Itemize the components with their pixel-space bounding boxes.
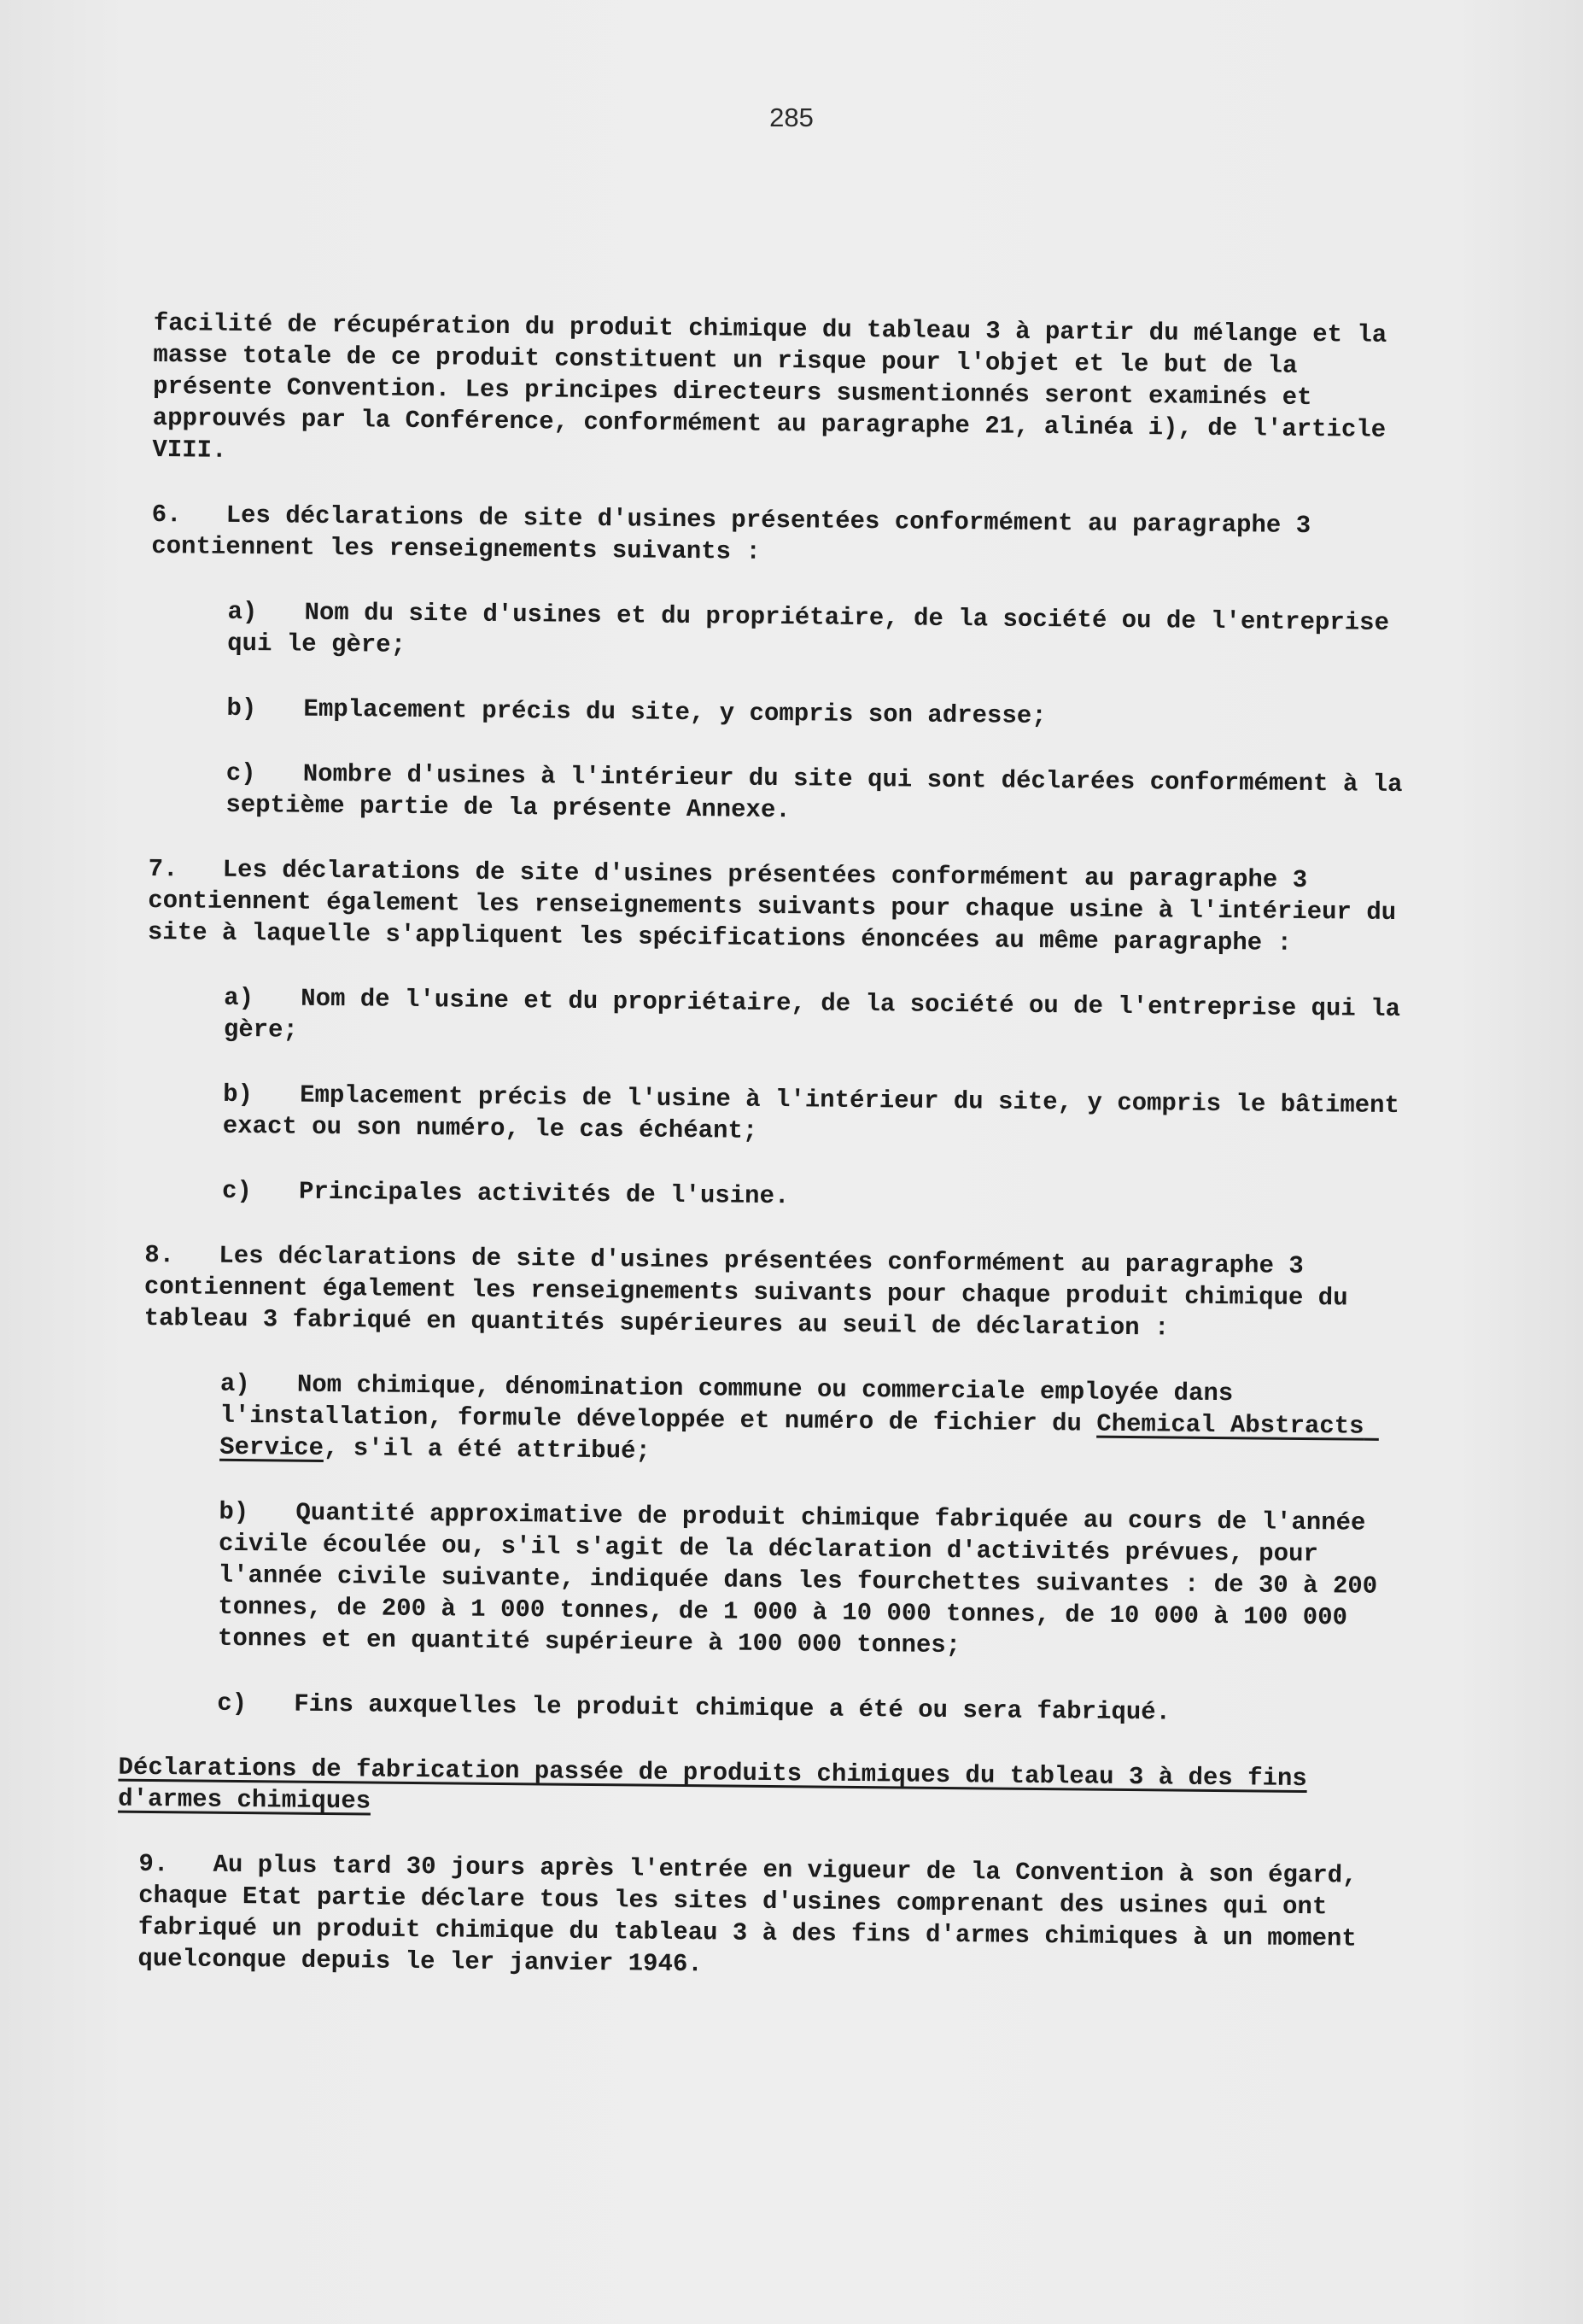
section-heading xyxy=(118,1752,1352,1827)
paragraph-number: 8. xyxy=(144,1240,175,1270)
list-item-8a xyxy=(143,1367,1416,1474)
paragraph-text: Les déclarations de site d'usines présentées conformément au paragraphe 3 contiennent les renseignements suivants : xyxy=(151,501,1326,566)
page-number: 285 xyxy=(769,102,814,132)
list-item-7b xyxy=(146,1078,1419,1153)
document-body xyxy=(118,307,1426,2020)
item-text-end: , s'il a été attribué; xyxy=(323,1433,651,1466)
item-text: Quantité approximative de produit chimique fabriquée au cours de l'année civile écoulée ou, s'il s'agit de la déclaration d'activités prévues, pour l'année civile suivante, indiquée dans les fourchettes suivantes : de 30 à 200 tonnes, de 200 à 1 000 tonnes, de 1 000 à 10 000 tonnes, de 10 000 à 100 000 tonnes et en quantité supérieure à 100 000 tonnes; xyxy=(217,1498,1393,1660)
item-text: Nombre d'usines à l'intérieur du site qui sont déclarées conformément à la septième partie de la présente Annexe. xyxy=(225,759,1418,825)
item-label: a) xyxy=(227,597,258,627)
cas-underlined-text: Chemical Abstracts Service xyxy=(219,1409,1380,1462)
paragraph-text: Au plus tard 30 jours après l'entrée en vigueur de la Convention à son égard, chaque Etat partie déclare tous les sites d'usines comprenant des usines qui ont fabriqué un produit chimique du tableau 3 à des fins d'armes chimiques à un moment quelconque depuis le ler janvier 1946. xyxy=(137,1850,1373,1979)
list-item-7a xyxy=(147,981,1420,1057)
item-label: a) xyxy=(224,983,254,1013)
paragraph-8 xyxy=(143,1239,1417,1346)
section-heading-text: Déclarations de fabrication passée de produits chimiques du tableau 3 à des fins d'armes chimiques xyxy=(118,1753,1307,1816)
list-item-6a xyxy=(150,595,1423,670)
item-text: Nom de l'usine et du propriétaire, de la société ou de l'entreprise qui la gère; xyxy=(223,984,1416,1045)
item-text: Fins auxquelles le produit chimique a été ou sera fabriqué. xyxy=(294,1689,1171,1727)
item-text: Nom chimique, dénomination commune ou commerciale employée dans l'installation, formule développée et numéro de fichier du xyxy=(219,1370,1248,1438)
list-item-8b xyxy=(141,1496,1415,1665)
item-text: Nom du site d'usines et du propriétaire, de la société ou de l'entreprise qui le gère; xyxy=(227,598,1405,659)
item-label: c) xyxy=(225,758,256,788)
paragraph-text: Les déclarations de site d'usines présentées conformément au paragraphe 3 contiennent également les renseignements suivants pour chaque produit chimique du tableau 3 fabriqué en quantités supérieures au seuil de déclaration : xyxy=(143,1241,1364,1343)
paragraph-9 xyxy=(137,1848,1411,1987)
paragraph-number: 6. xyxy=(151,500,182,530)
list-item-8c xyxy=(140,1687,1412,1730)
paragraph-number: 7. xyxy=(148,854,178,884)
item-label: b) xyxy=(223,1080,254,1109)
list-item-6c xyxy=(149,757,1422,832)
list-item-6b xyxy=(149,692,1422,735)
item-text: Principales activités de l'usine. xyxy=(298,1177,790,1211)
intro-paragraph: facilité de récupération du produit chimique du tableau 3 à partir du mélange et la masse totale de ce produit constituent un risque pour l'objet et le but de la présente Convention. Les principes directeurs susmentionnés seront examinés et approuvés par la Conférence, conformément au paragraphe 21, alinéa i), de l'article VIII. xyxy=(152,308,1402,465)
item-label: b) xyxy=(219,1497,249,1527)
item-label: c) xyxy=(221,1176,253,1206)
item-label: a) xyxy=(219,1369,250,1399)
item-text: Emplacement précis de l'usine à l'intérieur du site, y compris le bâtiment exact ou son numéro, le cas échéant; xyxy=(222,1080,1415,1145)
item-label: b) xyxy=(226,694,257,723)
paragraph-7 xyxy=(148,853,1421,960)
paragraph-number: 9. xyxy=(138,1849,169,1879)
paragraph-text: Les déclarations de site d'usines présentées conformément au paragraphe 3 contiennent également les renseignements suivants pour chaque usine à l'intérieur du site à laquelle s'appliquent les spécifications énoncées au même paragraphe : xyxy=(147,855,1411,957)
item-text: Emplacement précis du site, y compris son adresse; xyxy=(303,694,1047,731)
item-label: c) xyxy=(217,1689,248,1718)
list-item-7c xyxy=(145,1174,1417,1218)
paragraph-6 xyxy=(151,499,1424,574)
